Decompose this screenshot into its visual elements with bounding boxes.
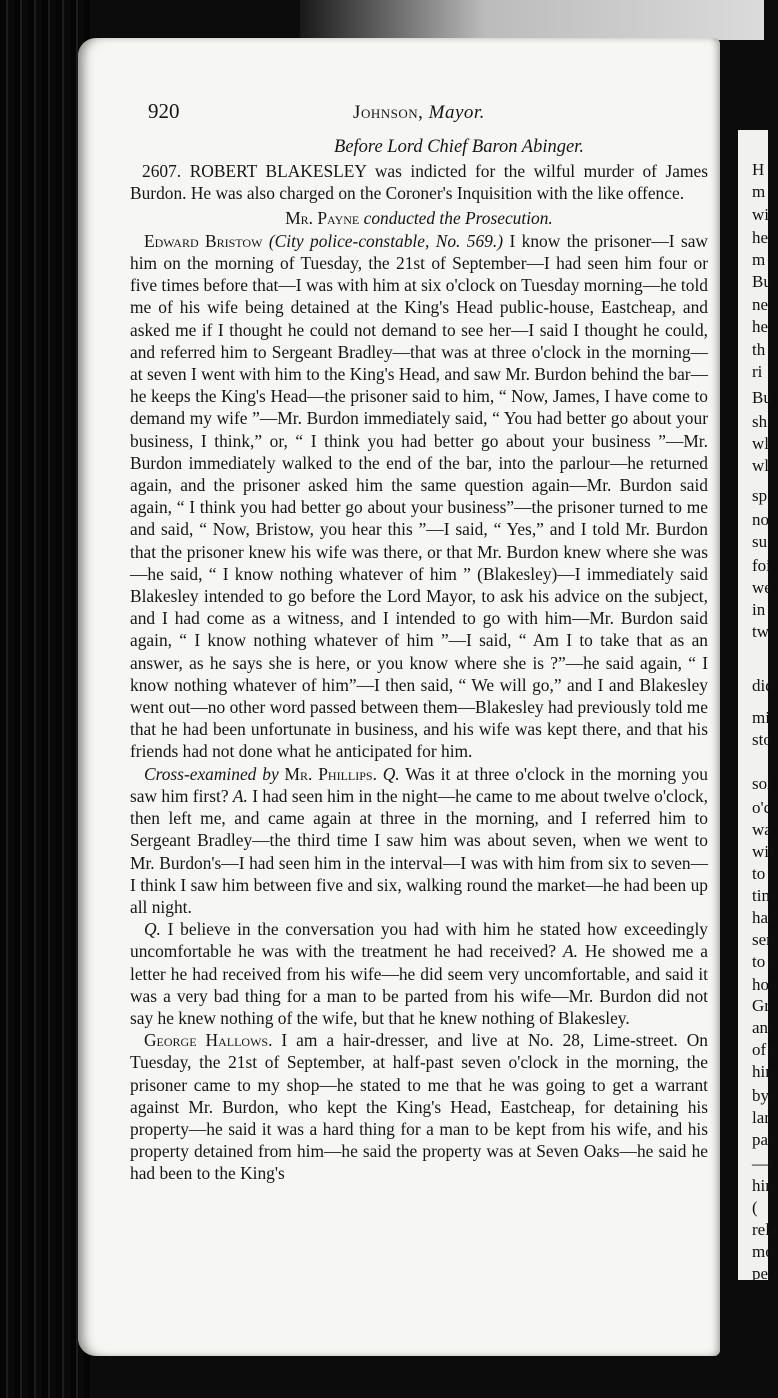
prosecution-text: conducted the Prosecution. [363, 207, 553, 228]
facing-page-fragment: ( [752, 1198, 758, 1217]
facing-page-fragment: to l [752, 952, 775, 971]
facing-page-fragment: hin [752, 1062, 774, 1081]
facing-page-fragment: wl [752, 434, 769, 453]
facing-page-fragment: rela [752, 1220, 778, 1239]
running-title-office: Mayor. [428, 102, 485, 123]
cross-examiner: Mr. Phillips. [284, 763, 377, 784]
facing-page-fragment: sto [752, 730, 772, 749]
page-content [130, 96, 708, 1185]
facing-page-fragment: o'c [752, 798, 772, 817]
cross-examination [130, 763, 708, 918]
court-line: Before Lord Chief Baron Abinger. [334, 137, 584, 157]
facing-page-fragment: mo [752, 1242, 774, 1261]
facing-page-fragment: he [752, 228, 769, 247]
witness-role: (City police-constable, No. 569.) [268, 230, 504, 251]
facing-page-fragment: hou [752, 975, 778, 994]
facing-page-fragment: hac [752, 908, 776, 927]
facing-page-fragment: sh [752, 412, 768, 431]
facing-page-edge [738, 130, 778, 1283]
facing-page-fragment: of t [752, 1040, 776, 1059]
cross-lead: Cross-examined by [144, 763, 279, 784]
scan-background [300, 0, 764, 40]
facing-page-fragment: th [752, 340, 766, 359]
page-header [130, 96, 708, 136]
facing-page-fragment: anc [752, 1018, 776, 1037]
testimony-text: I know the prisoner—I saw him on the morning of Tuesday, the 21st of September—I had seen him four or five times before that—I was with him at six o'clock on Tuesday morning—he told me of his wife being detained at the King's Head public-house, Eastcheap, and asked me if I thought he could not demand to see her—I said I thought he could, and referred him to Sergeant Bradley—that was at three o'clock in the morning—at seven I went with him to the King's Head, and saw Mr. Burdon behind the bar—he keeps the King's Head—the prisoner said to him, “ Now, James, I have come to demand my wife ”—Mr. Burdon immediately said, “ You had better go about your business, I think,” or, “ I think you had better go about your business ”—Mr. Burdon immediately walked to the end of the bar, into the parlour—he returned again, and the prisoner asked him the same question again—Mr. Burdon said again, “ I think you had better go about your business”—the prisoner turned to me and said, “ Now, Bristow, you hear this ”—I said, “ Yes,” and I told Mr. Burdon that the prisoner knew his wife was there, or that Mr. Burdon knew where she was—he said, “ I know nothing whatever of him ” (Blakesley)—I immediately said Blakesley intended to go before the Lord Mayor, to ask his advice on the subject, and I had come as a witness, and I intended to go with him—Mr. Burdon said again, “ I know nothing whatever of him ”—I said, “ Am I to take that as an answer, as he says she is here, or you know where she is ?”—he said again, “ I know nothing whatever of him”—I then said, “ We will go,” and I and Blakesley went out—no other word passed between them—Blakesley had previously told me that he had been unfortunate in business, and his wife was kept there, and that his friends had not done what he anticipated for him. [130, 230, 708, 762]
running-title-name: Johnson, [353, 102, 424, 123]
cross-examination-continued [130, 918, 708, 1029]
facing-page-fragment: ne [752, 295, 769, 314]
case-indictment [130, 160, 708, 204]
question-marker: Q. [382, 763, 400, 784]
testimony-bristow [130, 230, 708, 763]
witness-name: Edward Bristow [144, 230, 263, 251]
facing-page-fragment: m [752, 182, 766, 201]
case-number: 2607. [142, 161, 182, 182]
facing-page-fragment: lar [752, 1108, 770, 1127]
prosecutor-name: Mr. Payne [285, 207, 360, 228]
facing-page-fragment: sen [752, 930, 775, 949]
running-title [130, 99, 708, 124]
answer-marker: A. [563, 941, 578, 962]
prosecution-line [130, 207, 708, 229]
facing-page-fragment: to [752, 864, 766, 883]
facing-page-fragment: wl [752, 456, 769, 475]
facing-page-fragment: peo [752, 1264, 777, 1283]
facing-page-fragment: pas [752, 1130, 775, 1149]
answer-text: I had seen him in the night—he came to me about twelve o'clock, then left me, and came again at three in the morning, and I referred him to Sergeant Bradley—the third time I saw him was about seven, when we went to Mr. Burdon's—I had seen him in the interval—I was with him from six to seven—I think I saw him between five and six, walking round the market—he had been up all night. [130, 785, 708, 917]
question-text: Was it at three o'clock in the morning you saw him first? [130, 763, 708, 806]
facing-page-fragment: wi [752, 205, 769, 224]
facing-page-fragment: Gr [752, 996, 770, 1015]
facing-page-fragment: bye [752, 1086, 777, 1105]
facing-page-fragment: su [752, 532, 768, 551]
facing-page-fragment: soi [752, 774, 772, 793]
facing-page-fragment: tw [752, 622, 769, 641]
facing-page-fragment: hin [752, 1176, 774, 1195]
facing-page-fragment: wif [752, 842, 775, 861]
facing-page-fragment: foi [752, 556, 771, 575]
facing-page-fragment: we [752, 578, 772, 597]
witness-name: George Hallows. [144, 1030, 273, 1051]
question-text: I believe in the conversation you had with him he stated how exceedingly uncomfortable he was with the treatment he had received? [130, 919, 708, 962]
facing-page-fragment: Bu [752, 388, 772, 407]
facing-page-fragment: no [752, 510, 769, 529]
facing-page-fragment: Bu [752, 272, 772, 291]
facing-page-fragment: tim [752, 886, 775, 905]
facing-page-fragment: wa [752, 820, 772, 839]
facing-page-fragment: H [752, 160, 765, 179]
facing-page-fragment: he [752, 317, 769, 336]
book-spine [0, 0, 90, 1398]
answer-marker: A. [232, 785, 248, 806]
page-number: 920 [148, 99, 180, 123]
book-page [78, 38, 720, 1356]
testimony-hallows [130, 1029, 708, 1184]
facing-page-fragment: in [752, 600, 766, 619]
facing-page-fragment: mi [752, 708, 770, 727]
facing-page-fragment: sp [752, 486, 768, 505]
facing-page-fragment: did [752, 676, 774, 695]
testimony-text: I am a hair-dresser, and live at No. 28, Lime-street. On Tuesday, the 21st of September, at half-past seven o'clock in the morning, the prisoner came to my shop—he stated to me that he was going to get a warrant against Mr. Burdon, who kept the King's Head, Eastcheap, for detaining his property—he said it was a hard thing for a man to be kept from his wife, and his property detained from him—he said the property was at Seven Oaks—he said he had been to the King's [130, 1030, 708, 1184]
question-marker: Q. [144, 919, 161, 940]
answer-text: He showed me a letter he had received from his wife—he did seem very uncomfortable, and said it was a very bad thing for a man to be parted from his wife—Mr. Burdon did not say he knew nothing of the wife, but that he knew nothing of Blakesley. [130, 941, 708, 1028]
facing-page-fragment: m [752, 250, 766, 269]
facing-page-fragment: —l [752, 1154, 774, 1173]
facing-page-fragment: ri [752, 362, 763, 381]
indictment-text: ROBERT BLAKESLEY was indicted for the wilful murder of James Burdon. He was also charged on the Coroner's Inquisition with the like offence. [130, 161, 708, 204]
